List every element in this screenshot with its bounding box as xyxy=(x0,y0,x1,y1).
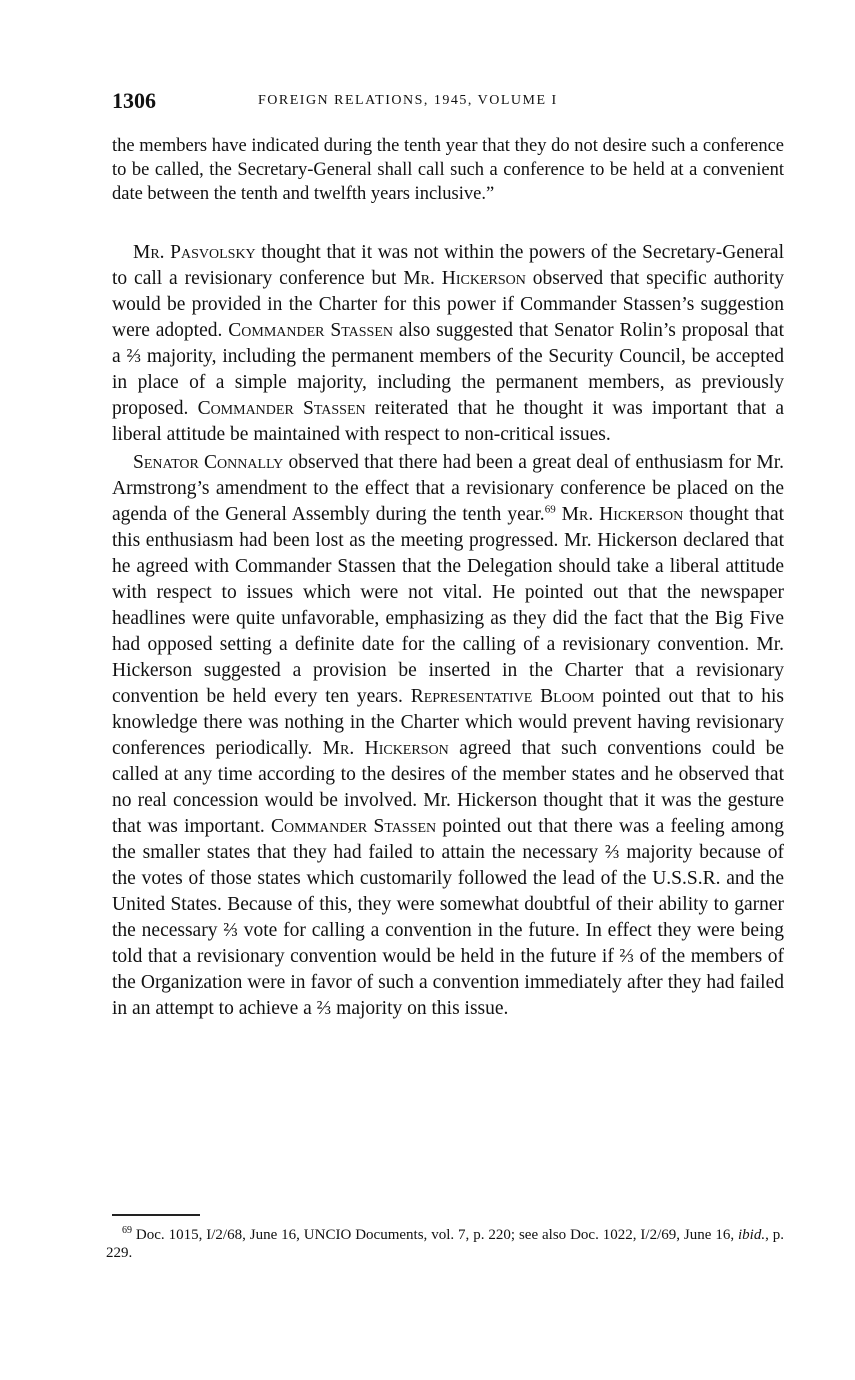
text-run: observed that specific authority would be provided in the Charter for this power if Commander Stassen’s suggestion were adopted. xyxy=(112,268,785,341)
speaker-name: Mr. Hickerson xyxy=(403,268,526,289)
footnote-text: Doc. 1015, I/2/68, June 16, UNCIO Documents, vol. 7, p. 220; see also Doc. 1022, I/2/69, June 16, xyxy=(132,1227,738,1243)
footnote-rule xyxy=(112,1214,200,1216)
footnote-mark: 69 xyxy=(122,1225,132,1236)
paragraph-1 xyxy=(112,240,784,448)
footnote-ibid: ibid. xyxy=(737,1227,766,1243)
speaker-name: Representative Bloom xyxy=(410,686,595,707)
text-run: thought that it was not within the powers of the Secretary-General to call a revisionary conference but xyxy=(112,242,784,289)
speaker-name: Mr. Pasvolsky xyxy=(133,242,256,263)
text-run: thought that this enthusiasm had been lost as the meeting progressed. Mr. Hickerson declared that he agreed with Commander Stassen that the Delegation should take a liberal attitude with respect to issues which were not vital. He pointed out that the newspaper headlines were quite unfavorable, emphasizing as they did the fact that the Big Five had opposed setting a definite date for the calling of a revisionary convention. Mr. Hickerson suggested a provision be inserted in the Charter that a revisionary convention be held every ten years. xyxy=(112,504,785,707)
quoted-text: the members have indicated during the tenth year that they do not desire such a conference to be called, the Secretary-General shall call such a conference to be held at a convenient date between the tenth and twelfth years inclusive.” xyxy=(112,136,784,204)
running-head: FOREIGN RELATIONS, 1945, VOLUME I xyxy=(258,93,558,108)
page-number: 1306 xyxy=(112,88,156,113)
page-header xyxy=(112,88,784,118)
text-run: also suggested that Senator Rolin’s proposal that a ⅔ majority, including the permanent members of the Security Council, be accepted in place of a simple majority, including the permanent members, as previously proposed. xyxy=(112,320,784,419)
paragraph-2 xyxy=(112,450,784,1022)
speaker-name: Commander Stassen xyxy=(271,816,437,837)
text-run: pointed out that to his knowledge there was nothing in the Charter which would prevent having revisionary conferences periodically. xyxy=(112,686,784,759)
text-run: observed that there had been a great deal of enthusiasm for Mr. Armstrong’s amendment to the effect that a revisionary conference be placed on the agenda of the General Assembly during the tenth year. xyxy=(112,452,784,525)
speaker-name: Commander Stassen xyxy=(197,398,366,419)
footnote-reference[interactable]: 69 xyxy=(544,503,556,516)
text-run: pointed out that there was a feeling among the smaller states that they had failed to attain the necessary ⅔ majority because of the votes of those states which customarily followed the lead of the U.S.S.R. and the United States. Because of this, they were somewhat doubtful of their ability to garner the necessary ⅔ vote for calling a convention in the future. In effect they were being told that a revisionary convention would be held in the future if ⅔ of the members of the Organization were in favor of such a convention immediately after they had failed in an attempt to achieve a ⅔ majority on this issue. xyxy=(112,816,784,1019)
speaker-name: Mr. Hickerson xyxy=(322,738,449,759)
text-run: reiterated that he thought it was important that a liberal attitude be maintained with respect to non-critical issues. xyxy=(112,398,785,445)
footnote xyxy=(106,1226,784,1262)
body-text xyxy=(112,240,784,1024)
footnote-text: , p. 229. xyxy=(106,1227,784,1261)
speaker-name: Senator Connally xyxy=(133,452,284,473)
speaker-name: Commander Stassen xyxy=(228,320,393,341)
text-run: agreed that such conventions could be called at any time according to the desires of the member states and he observed that no real concession would be involved. Mr. Hickerson thought that it was the gesture that was important. xyxy=(112,738,785,837)
speaker-name: Mr. Hickerson xyxy=(561,504,684,525)
